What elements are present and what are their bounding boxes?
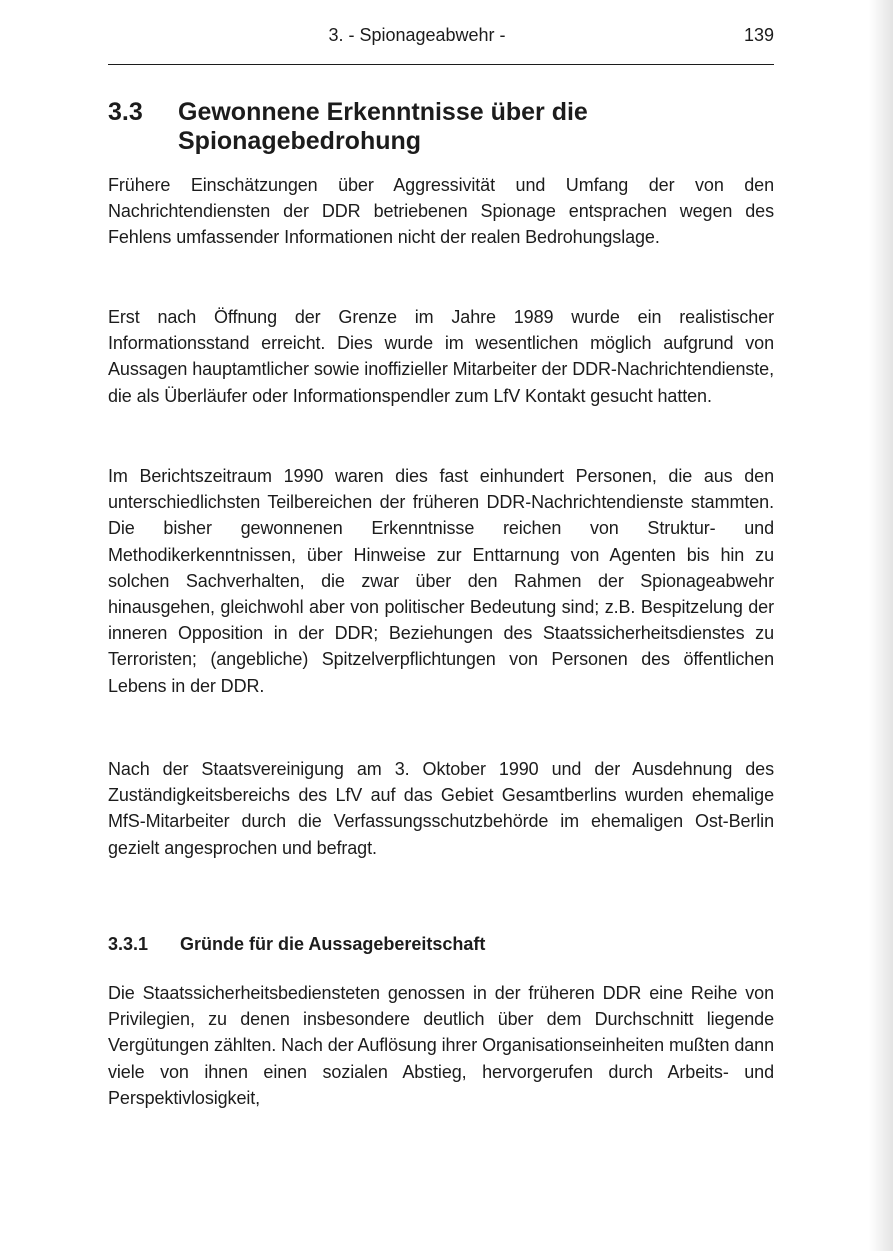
running-title: 3. - Spionageabwehr - (328, 25, 506, 45)
subsection-heading (108, 934, 774, 955)
page-number: 139 (743, 25, 774, 45)
subsection-title: Gründe für die Aussagebereitschaft (180, 934, 486, 954)
section-number: 3.3 (108, 98, 143, 126)
section-heading (108, 98, 774, 156)
running-header (108, 25, 774, 53)
header-rule (108, 64, 774, 65)
paragraph-1: Frühere Einschätzungen über Aggressivität und Umfang der von den Nachrichtendiensten der DDR betriebenen Spionage entsprachen wegen des Fehlens umfassender Informationen nicht der realen Bedrohungslage. (108, 175, 774, 248)
subsection-paragraph: Die Staatssicherheitsbediensteten genossen in der früheren DDR eine Reihe von Privilegien, zu denen insbesondere deutlich über dem Durchschnitt liegende Vergütungen zählten. Nach der Auflösung ihrer Organisationseinheiten mußten dann viele von ihnen einen sozialen Abstieg, hervorgerufen durch Arbeits- und Perspektivlosigkeit, (108, 983, 774, 1108)
page-edge-shadow (869, 0, 893, 1251)
paragraph-2: Erst nach Öffnung der Grenze im Jahre 1989 wurde ein realistischer Informationsstand erreicht. Dies wurde im wesentlichen möglich aufgrund von Aussagen hauptamtlicher sowie inoffizieller Mitarbeiter der DDR-Nachrichtendienste, die als Überläufer oder Informationspendler zum LfV Kontakt gesucht hatten. (108, 307, 774, 406)
subsection-number: 3.3.1 (108, 934, 149, 954)
section-title: Gewonnene Erkenntnisse über die Spionagebedrohung (178, 98, 588, 155)
paragraph-3: Im Berichtszeitraum 1990 waren dies fast einhundert Personen, die aus den unterschiedlichsten Teilbereichen der früheren DDR-Nachrichtendienste stammten. Die bisher gewonnenen Erkenntnisse reichen von Struktur- und Methodikerkenntnissen, über Hinweise zur Enttarnung von Agenten bis hin zu solchen Sachverhalten, die zwar über den Rahmen der Spionageabwehr hinausgehen, gleichwohl aber von politischer Bedeutung sind; z.B. Bespitzelung der inneren Opposition in der DDR; Beziehungen des Staatssicherheitsdienstes zu Terroristen; (angebliche) Spitzelverpflichtungen von Personen des öffentlichen Lebens in der DDR. (108, 466, 774, 696)
paragraph-4: Nach der Staatsvereinigung am 3. Oktober 1990 und der Ausdehnung des Zuständigkeitsbereichs des LfV auf das Gebiet Gesamtberlins wurden ehemalige MfS-Mitarbeiter durch die Verfassungsschutzbehörde im ehemaligen Ost-Berlin gezielt angesprochen und befragt. (108, 759, 774, 858)
